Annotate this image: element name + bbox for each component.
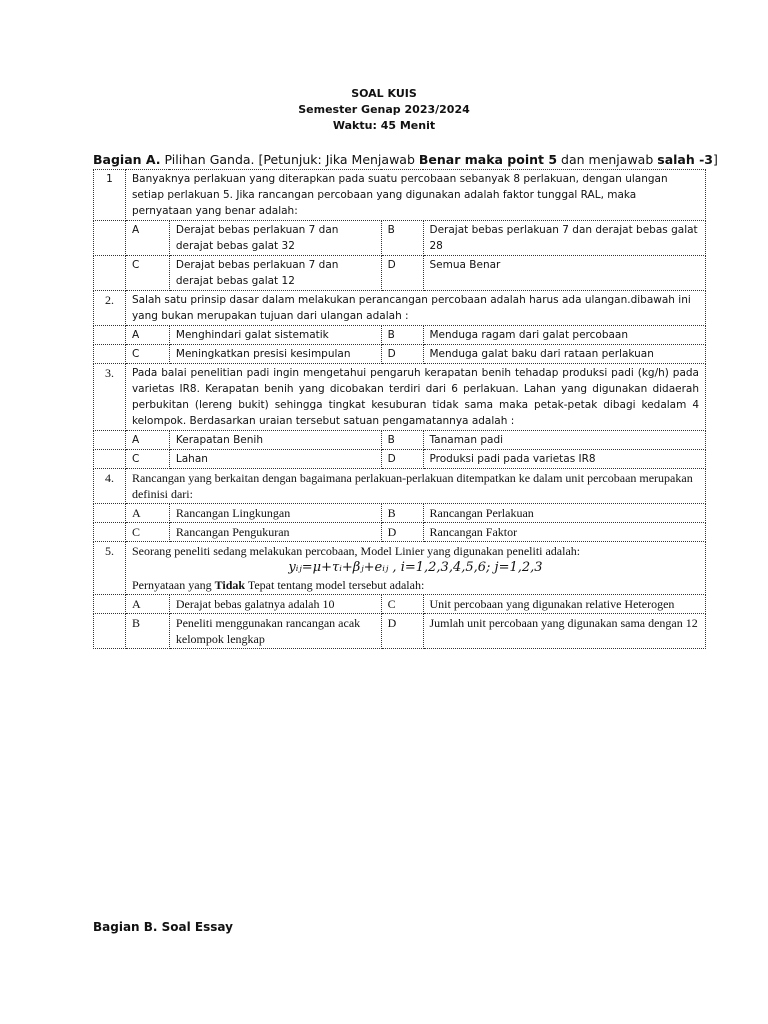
- statement-pre: Pernyataan yang: [131, 578, 212, 592]
- section-b-heading: Bagian B. Soal Essay: [93, 920, 233, 934]
- option-label: B: [381, 221, 423, 256]
- quiz-header: [0, 86, 768, 134]
- question-number: 4.: [94, 469, 126, 504]
- option-label: B: [125, 614, 169, 649]
- section-a-heading: [93, 152, 718, 167]
- question-body: [125, 542, 705, 595]
- section-a-type: Pilihan Ganda. [Petunjuk: Jika Menjawab: [164, 152, 415, 167]
- option-label: C: [125, 523, 169, 542]
- option-label: C: [381, 595, 423, 614]
- question-number: 2.: [94, 291, 126, 326]
- option-label: A: [125, 595, 169, 614]
- option-text[interactable]: Kerapatan Benih: [169, 431, 381, 450]
- option-label: A: [125, 326, 169, 345]
- option-text[interactable]: Lahan: [169, 450, 381, 469]
- option-label: B: [381, 431, 423, 450]
- options-row: [94, 504, 706, 523]
- option-text[interactable]: Derajat bebas galatnya adalah 10: [169, 595, 381, 614]
- option-label: C: [125, 450, 169, 469]
- option-text[interactable]: Rancangan Pengukuran: [169, 523, 381, 542]
- option-text[interactable]: Semua Benar: [423, 256, 706, 291]
- question-text: Banyaknya perlakuan yang diterapkan pada suatu percobaan sebanyak 8 perlakuan, dengan ulangan setiap perlakuan 5. Jika rancangan percobaan yang digunakan adalah faktor tunggal RAL, maka pernyataan yang benar adalah:: [125, 170, 705, 221]
- section-a-close: ]: [712, 152, 718, 167]
- option-label: D: [381, 523, 423, 542]
- option-label: D: [381, 345, 423, 364]
- section-a-label: Bagian A.: [93, 152, 161, 167]
- options-row: [94, 595, 706, 614]
- option-text[interactable]: Rancangan Perlakuan: [423, 504, 706, 523]
- options-row: [94, 221, 706, 256]
- question-2-row: [94, 291, 706, 326]
- statement-emphasis: Tidak: [214, 578, 246, 592]
- option-text[interactable]: Peneliti menggunakan rancangan acak kelompok lengkap: [169, 614, 381, 649]
- option-text[interactable]: Derajat bebas perlakuan 7 dan derajat bebas galat 12: [169, 256, 381, 291]
- question-3-row: [94, 364, 706, 431]
- option-text[interactable]: Tanaman padi: [423, 431, 706, 450]
- linear-model-formula: yᵢⱼ=μ+τᵢ+βⱼ+eᵢⱼ , i=1,2,3,4,5,6; j=1,2,3: [288, 560, 543, 575]
- options-row: [94, 450, 706, 469]
- option-text[interactable]: Menduga ragam dari galat percobaan: [423, 326, 706, 345]
- question-text: Seorang peneliti sedang melakukan percobaan, Model Linier yang digunakan peneliti adalah:: [131, 544, 581, 558]
- options-row: [94, 523, 706, 542]
- option-label: C: [125, 345, 169, 364]
- question-4-row: [94, 469, 706, 504]
- option-label: C: [125, 256, 169, 291]
- question-number: 1: [94, 170, 126, 221]
- options-row: [94, 326, 706, 345]
- option-text[interactable]: Rancangan Faktor: [423, 523, 706, 542]
- question-number: 3.: [94, 364, 126, 431]
- option-text[interactable]: Jumlah unit percobaan yang digunakan sama dengan 12: [423, 614, 706, 649]
- question-text: Rancangan yang berkaitan dengan bagaimana perlakuan-perlakuan ditempatkan ke dalam unit percobaan merupakan definisi dari:: [125, 469, 705, 504]
- question-statement: [132, 577, 699, 593]
- option-label: D: [381, 256, 423, 291]
- semester-label: Semester Genap 2023/2024: [298, 103, 470, 116]
- question-5-row: [94, 542, 706, 595]
- options-row: [94, 345, 706, 364]
- options-row: [94, 256, 706, 291]
- options-row: [94, 614, 706, 649]
- option-label: A: [125, 504, 169, 523]
- duration-label: Waktu: 45 Menit: [332, 119, 436, 132]
- option-label: A: [125, 431, 169, 450]
- option-text[interactable]: Produksi padi pada varietas IR8: [423, 450, 706, 469]
- option-text[interactable]: Menduga galat baku dari rataan perlakuan: [423, 345, 706, 364]
- option-label: B: [381, 326, 423, 345]
- question-text: Salah satu prinsip dasar dalam melakukan perancangan percobaan adalah harus ada ulangan.dibawah ini yang bukan merupakan tujuan dari ulangan adalah :: [125, 291, 705, 326]
- option-label: D: [381, 450, 423, 469]
- option-text[interactable]: Menghindari galat sistematik: [169, 326, 381, 345]
- question-1-row: [94, 170, 706, 221]
- statement-post: Tepat tentang model tersebut adalah:: [247, 578, 425, 592]
- option-text[interactable]: Unit percobaan yang digunakan relative Heterogen: [423, 595, 706, 614]
- option-label: B: [381, 504, 423, 523]
- option-text[interactable]: Meningkatkan presisi kesimpulan: [169, 345, 381, 364]
- section-a-correct-points: Benar maka point 5: [418, 152, 558, 167]
- option-text[interactable]: Derajat bebas perlakuan 7 dan derajat bebas galat 28: [423, 221, 706, 256]
- question-table: [93, 169, 706, 649]
- option-label: A: [125, 221, 169, 256]
- options-row: [94, 431, 706, 450]
- section-a-wrong-points: salah -3: [657, 152, 713, 167]
- question-text: Pada balai penelitian padi ingin mengetahui pengaruh kerapatan benih tehadap produksi padi (kg/h) pada varietas IR8. Kerapatan benih yang dicobakan terdiri dari 6 perlakuan. Lahan yang digunakan didaerah perbukitan (lereng bukit) sehingga tingkat kesuburan tidak sama maka petak-petak dibagi kedalam 4 kelompok. Berdasarkan uraian tersebut satuan pengamatannya adalah :: [125, 364, 705, 431]
- quiz-title: SOAL KUIS: [351, 87, 417, 100]
- section-a-mid: dan menjawab: [561, 152, 654, 167]
- option-text[interactable]: Derajat bebas perlakuan 7 dan derajat bebas galat 32: [169, 221, 381, 256]
- question-number: 5.: [94, 542, 126, 595]
- option-label: D: [381, 614, 423, 649]
- option-text[interactable]: Rancangan Lingkungan: [169, 504, 381, 523]
